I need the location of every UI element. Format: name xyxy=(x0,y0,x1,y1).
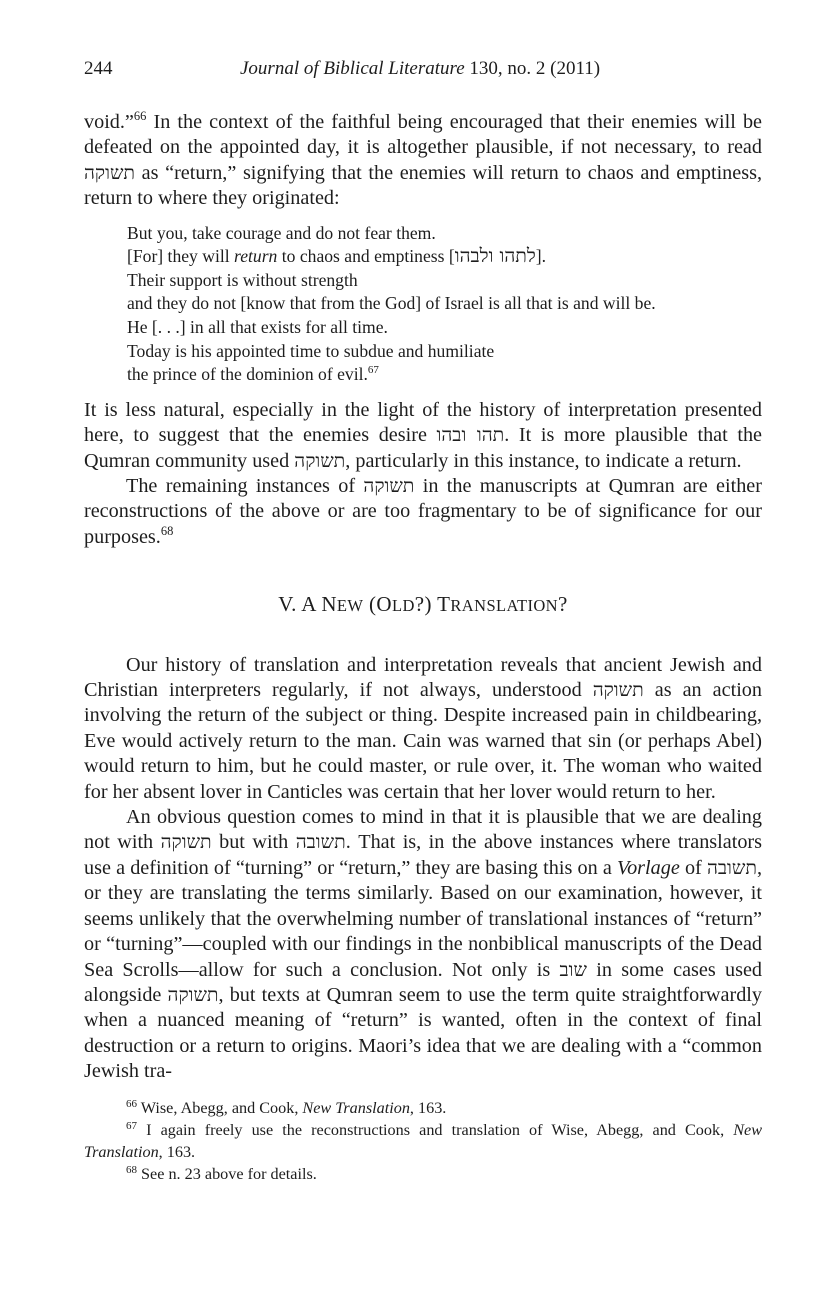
small-caps: RANSLATION xyxy=(450,596,558,616)
text-run: in some cases used alongside xyxy=(84,958,762,1006)
text-run: In the context of the faithful being encouraged that their enemies will be defeated on the appointed day, it is altogether plausible, if not necessary, to read xyxy=(84,111,762,159)
text-run: ]. xyxy=(535,246,547,267)
book-title: New Translation xyxy=(84,1121,762,1161)
text-run: . That is, in the above instances where translators use a definition of “turning” or “return,” they are basing this on a xyxy=(84,831,762,879)
text-run: but with xyxy=(211,831,296,854)
main-text xyxy=(84,110,762,1085)
text-run: , 163. xyxy=(409,1099,447,1117)
text-run: in the manuscripts at Qumran are either reconstructions of the above or are too fragmentary to be of significance for our purposes. xyxy=(84,475,762,548)
text-run: the prince of the dominion of evil. xyxy=(127,364,368,385)
paragraph-1 xyxy=(84,110,762,212)
text-run: , or they are translating the terms similarly. Based on our examination, however, it seems unlikely that the overwhelming number of translational instances of “return” or “turning”—coupled with our findings in the nonbiblical manuscripts of the Dead Sea Scrolls—allow for such a conclusion. Not only is xyxy=(84,856,762,981)
text-run: ? xyxy=(558,592,568,617)
hebrew-term: תשוקה xyxy=(160,831,212,854)
footnote-ref-68[interactable]: 68 xyxy=(160,523,174,538)
text-run: Wise, Abegg, and Cook, xyxy=(137,1099,303,1117)
section-number: V. xyxy=(278,592,297,617)
footnote-68 xyxy=(84,1163,762,1185)
paragraph-5 xyxy=(84,805,762,1084)
text-run: , 163. xyxy=(158,1143,196,1161)
journal-citation xyxy=(240,58,600,80)
text-run: Our history of translation and interpretation reveals that ancient Jewish and Christian interpreters regularly, if not always, understood xyxy=(84,653,762,702)
text-run: void.” xyxy=(84,111,134,133)
text-run: [For] they will xyxy=(127,246,235,267)
text-run: O xyxy=(376,592,392,617)
hebrew-term: שוב xyxy=(559,958,587,981)
text-run: It is less natural, especially in the light of the history of interpretation presented here, to suggest that the enemies desire xyxy=(84,398,762,447)
footnote-66 xyxy=(84,1097,762,1119)
footnote-number: 68 xyxy=(126,1164,137,1176)
text-run: of xyxy=(679,856,707,879)
text-run: as “return,” signifying that the enemies will return to chaos and emptiness, return to where they originated: xyxy=(84,161,762,210)
footnote-number: 67 xyxy=(126,1120,137,1132)
volume-issue: 130, no. 2 (2011) xyxy=(469,58,601,79)
quote-line-6: Today is his appointed time to subdue and humiliate xyxy=(127,340,495,361)
quote-line-4: and they do not [know that from the God] of Israel is all that is and will be. xyxy=(127,293,656,314)
journal-title: Journal of Biblical Literature xyxy=(240,58,465,79)
hebrew-term: תשוקה xyxy=(167,983,219,1006)
footnotes xyxy=(84,1097,762,1185)
text-run: See n. 23 above for details. xyxy=(137,1165,317,1183)
emphasis: Vorlage xyxy=(616,856,680,879)
text-run: ( xyxy=(363,592,377,617)
block-quote xyxy=(127,222,762,387)
footnote-ref-66[interactable]: 66 xyxy=(133,109,147,123)
paragraph-4 xyxy=(84,653,762,805)
text-run: T xyxy=(437,592,451,617)
text-run: An obvious question comes to mind in that it is plausible that we are dealing not with xyxy=(84,806,762,854)
text-run: A xyxy=(301,592,322,617)
quote-line-1: But you, take courage and do not fear them. xyxy=(127,222,436,243)
text-run: ?) xyxy=(414,592,438,617)
text-run: I again freely use the reconstructions and translation of Wise, Abegg, and Cook, xyxy=(137,1121,734,1139)
footnote-number: 66 xyxy=(126,1098,137,1110)
hebrew-term: תשוקה xyxy=(84,161,135,184)
quote-line-3: Their support is without strength xyxy=(127,269,358,290)
small-caps: EW xyxy=(336,596,364,616)
text-run: . It is more plausible that the Qumran community used xyxy=(84,424,762,472)
small-caps: LD xyxy=(391,596,415,616)
footnote-ref-67[interactable]: 67 xyxy=(367,364,379,377)
hebrew-term: תשוקה xyxy=(363,475,415,497)
quote-line-5: He [. . .] in all that exists for all time. xyxy=(127,317,388,337)
page-number: 244 xyxy=(84,58,113,79)
text-run: , but texts at Qumran seem to use the term quite straightforwardly when a nuanced meaning of “return” is wanted, often in the context of final destruction or a return to origins. Maori’s idea that we are dealing with a “common Jewish tra- xyxy=(84,983,762,1083)
emphasis: return xyxy=(234,246,278,267)
hebrew-term: תשוקה xyxy=(294,449,346,472)
hebrew-term: לתהו ולבהו xyxy=(454,245,536,268)
running-header xyxy=(84,58,764,84)
hebrew-term: תשובה xyxy=(706,856,757,879)
paragraph-3 xyxy=(84,474,762,550)
footnote-67 xyxy=(84,1119,762,1163)
paragraph-2 xyxy=(84,398,762,474)
hebrew-term: תשובה xyxy=(295,831,346,854)
quote-line-2 xyxy=(127,245,762,269)
text-run: to chaos and emptiness [ xyxy=(277,246,455,267)
text-run: , particularly in this instance, to indicate a return. xyxy=(345,449,742,472)
text-run: as an action involving the return of the subject or thing. Despite increased pain in childbearing, Eve would actively return to the man. Cain was warned that sin (or perhaps Abel) would return to him, but he could master, or rule over, it. The woman who waited for her absent lover in Canticles was certain that her lover would return to her. xyxy=(84,679,762,803)
hebrew-term: תשוקה xyxy=(592,679,644,702)
text-run: The remaining instances of xyxy=(126,475,364,497)
hebrew-term: תהו ובהו xyxy=(436,424,505,447)
quote-line-7 xyxy=(127,363,762,387)
book-title: New Translation xyxy=(302,1099,410,1117)
text-run: N xyxy=(321,592,337,617)
section-heading xyxy=(84,592,762,618)
